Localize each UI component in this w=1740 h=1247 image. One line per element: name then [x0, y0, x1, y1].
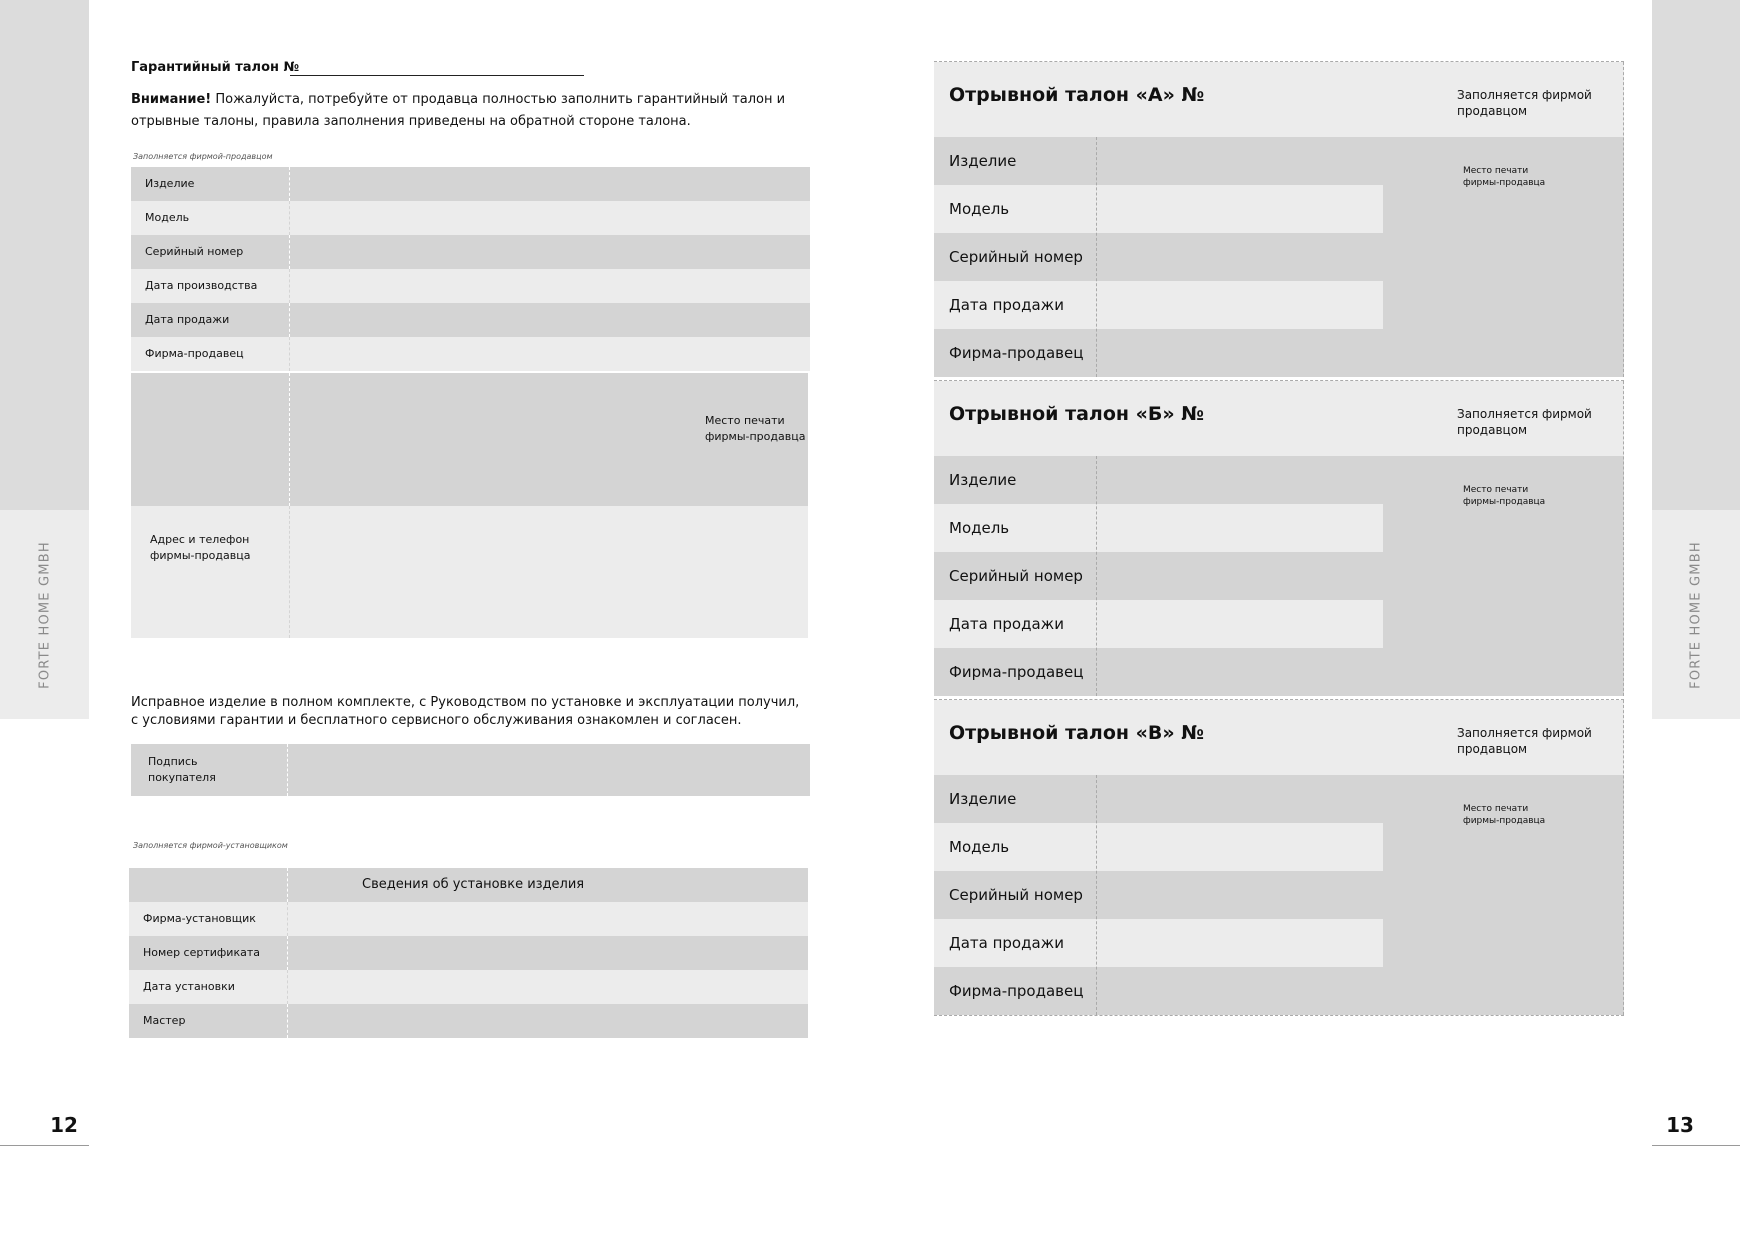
installer-row[interactable]	[129, 936, 808, 970]
warranty-card-title: Гарантийный талон №	[131, 60, 300, 75]
ticket-input-field[interactable]	[1097, 233, 1383, 281]
ticket-row-label: Модель	[949, 838, 1010, 856]
ticket-row-label: Изделие	[949, 471, 1017, 489]
ticket-row-label: Серийный номер	[949, 248, 1083, 266]
row-divider	[289, 269, 290, 303]
ticket-header	[934, 62, 1624, 137]
ticket-input-field[interactable]	[1097, 775, 1383, 823]
stamp-label: Место печати фирмы-продавца	[705, 414, 806, 443]
left-page-number: 12	[50, 1113, 78, 1137]
right-page-number-rule	[1652, 1145, 1740, 1146]
installer-row[interactable]	[129, 970, 808, 1004]
installer-caption: Заполняется фирмой-установщиком	[133, 841, 288, 850]
seller-row-label: Дата продажи	[145, 313, 230, 326]
left-brand-panel	[0, 510, 89, 719]
ticket-right-edge	[1623, 381, 1624, 696]
ticket-row-label: Модель	[949, 200, 1010, 218]
ticket-input-field[interactable]	[1097, 456, 1383, 504]
seller-row[interactable]	[131, 167, 810, 201]
installer-row-label: Номер сертификата	[143, 946, 260, 959]
installer-header: Сведения об установке изделия	[362, 877, 585, 892]
right-brand-text: FORTE HOME GMBH	[1688, 540, 1704, 689]
ticket-row-label: Фирма-продавец	[949, 663, 1084, 681]
ticket-input-field[interactable]	[1097, 919, 1383, 967]
ticket-stamp-label: Место печати фирмы-продавца	[1463, 485, 1546, 507]
ticket-input-field[interactable]	[1097, 281, 1383, 329]
row-divider	[289, 201, 290, 235]
notice-text: Пожалуйста, потребуйте от продавца полностью заполнить гарантийный талон и отрывные талоны, правила заполнения приведены на обратной стороне талона.	[131, 92, 786, 129]
ticket-input-field[interactable]	[1097, 329, 1383, 377]
row-divider	[289, 303, 290, 337]
acceptance-text: Исправное изделие в полном комплекте, с Руководством по установке и эксплуатации получил, с условиями гарантии и бесплатного сервисного обслуживания ознакомлен и согласен.	[131, 695, 800, 728]
ticket-stamp-label: Место печати фирмы-продавца	[1463, 166, 1546, 188]
address-area[interactable]	[131, 506, 808, 638]
installer-row-label: Фирма-установщик	[143, 912, 256, 925]
row-divider	[289, 167, 290, 201]
stamp-area[interactable]	[131, 373, 808, 506]
signature-label: Подпись покупателя	[148, 755, 216, 784]
ticket-row-label: Серийный номер	[949, 886, 1083, 904]
ticket-row-label: Дата продажи	[949, 615, 1064, 633]
installer-row[interactable]	[129, 902, 808, 936]
ticket-title: Отрывной талон «Б» №	[949, 403, 1205, 425]
ticket-row-label: Фирма-продавец	[949, 344, 1084, 362]
installer-header-row	[129, 868, 808, 902]
ticket-row-label: Серийный номер	[949, 567, 1083, 585]
ticket-row-divider	[1096, 456, 1097, 696]
seller-row-label: Изделие	[145, 177, 195, 190]
ticket-row-divider	[1096, 775, 1097, 1015]
ticket-input-field[interactable]	[1097, 185, 1383, 233]
ticket-row-label: Изделие	[949, 790, 1017, 808]
ticket-fill-note: Заполняется фирмой продавцом	[1457, 88, 1592, 118]
ticket-input-field[interactable]	[1097, 648, 1383, 696]
seller-row[interactable]	[131, 303, 810, 337]
ticket-input-field[interactable]	[1097, 552, 1383, 600]
ticket-fill-note: Заполняется фирмой продавцом	[1457, 407, 1592, 437]
row-divider	[289, 235, 290, 269]
ticket-right-edge	[1623, 700, 1624, 1015]
row-divider	[287, 936, 288, 970]
ticket-row-label: Модель	[949, 519, 1010, 537]
left-brand-text: FORTE HOME GMBH	[37, 540, 52, 689]
seller-row[interactable]	[131, 201, 810, 235]
ticket-stamp-label: Место печати фирмы-продавца	[1463, 804, 1546, 826]
seller-row[interactable]	[131, 269, 810, 303]
ticket-header	[934, 700, 1624, 775]
seller-row-label: Фирма-продавец	[145, 347, 244, 360]
warranty-number-line[interactable]	[290, 74, 584, 76]
installer-row-label: Дата установки	[143, 980, 235, 993]
ticket-input-field[interactable]	[1097, 137, 1383, 185]
row-divider	[289, 337, 290, 371]
installer-row[interactable]	[129, 1004, 808, 1038]
row-divider	[287, 902, 288, 936]
right-brand-panel	[1652, 510, 1740, 719]
notice-paragraph	[131, 89, 791, 133]
seller-row[interactable]	[131, 337, 810, 371]
seller-row[interactable]	[131, 235, 810, 269]
row-divider	[287, 970, 288, 1004]
ticket-right-edge	[1623, 62, 1624, 377]
left-side-strip	[0, 0, 89, 510]
right-page-number: 13	[1666, 1113, 1694, 1137]
ticket-input-field[interactable]	[1097, 871, 1383, 919]
seller-row-label: Дата производства	[145, 279, 258, 292]
seller-caption: Заполняется фирмой-продавцом	[133, 152, 273, 161]
row-divider	[287, 1004, 288, 1038]
ticket-row-label: Изделие	[949, 152, 1017, 170]
ticket-tear-line	[934, 1015, 1624, 1016]
signature-row[interactable]	[131, 744, 810, 796]
right-side-strip	[1652, 0, 1740, 510]
ticket-input-field[interactable]	[1097, 823, 1383, 871]
seller-row-label: Модель	[145, 211, 190, 224]
ticket-input-field[interactable]	[1097, 600, 1383, 648]
ticket-row-label: Фирма-продавец	[949, 982, 1084, 1000]
ticket-row-label: Дата продажи	[949, 934, 1064, 952]
ticket-fill-note: Заполняется фирмой продавцом	[1457, 726, 1592, 756]
address-label: Адрес и телефон фирмы-продавца	[150, 533, 251, 562]
ticket-row-divider	[1096, 137, 1097, 377]
installer-row-label: Мастер	[143, 1014, 186, 1027]
left-page-number-rule	[0, 1145, 89, 1146]
ticket-row-label: Дата продажи	[949, 296, 1064, 314]
notice-bold: Внимание!	[131, 92, 212, 107]
seller-row-label: Серийный номер	[145, 245, 244, 258]
ticket-title: Отрывной талон «А» №	[949, 84, 1205, 106]
ticket-input-field[interactable]	[1097, 967, 1383, 1015]
ticket-title: Отрывной талон «В» №	[949, 722, 1205, 744]
ticket-input-field[interactable]	[1097, 504, 1383, 552]
ticket-header	[934, 381, 1624, 456]
